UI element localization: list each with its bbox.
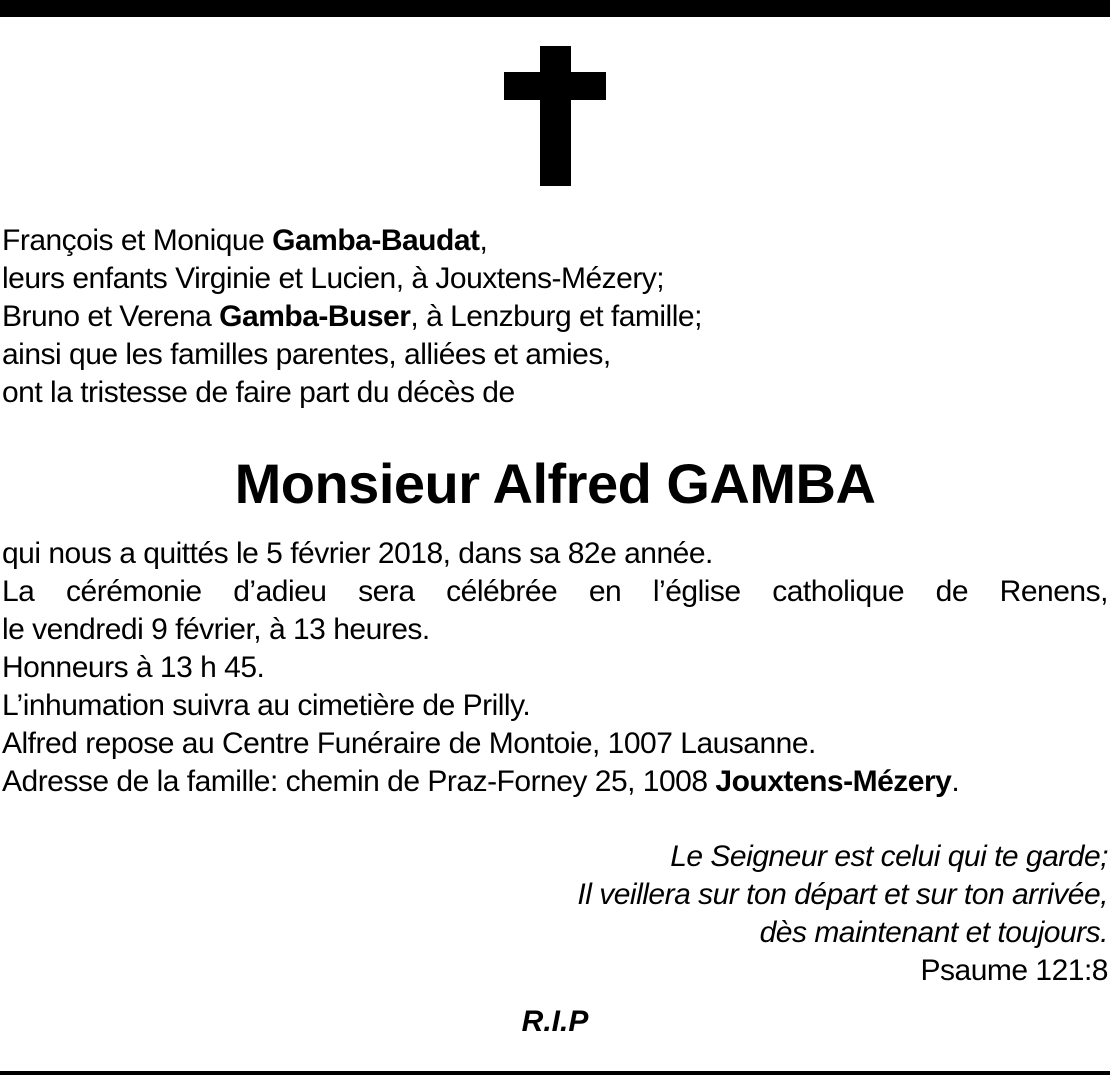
psalm-reference: Psaume 121:8 [920, 954, 1108, 987]
family-line-5: ont la tristesse de faire part du décès de [2, 376, 515, 409]
detail-line-6: Alfred repose au Centre Funéraire de Montoie, 1007 Lausanne. [2, 727, 816, 760]
deceased-name: Monsieur Alfred GAMBA [234, 452, 876, 515]
detail-line-5: L’inhumation suivra au cimetière de Prilly. [2, 689, 531, 722]
family-line-3: Bruno et Verena Gamba-Buser, à Lenzburg et famille; [2, 300, 702, 333]
funeral-details [2, 535, 1108, 801]
detail-line-4: Honneurs à 13 h 45. [2, 651, 265, 684]
detail-line-1: qui nous a quittés le 5 février 2018, dans sa 82e année. [2, 537, 713, 570]
cross-icon [504, 46, 606, 186]
detail-line-2: La cérémonie d’adieu sera célébrée en l’église catholique de Renens, [2, 575, 1108, 608]
family-line-2: leurs enfants Virginie et Lucien, à Jouxtens-Mézery; [2, 262, 665, 295]
psalm-line-2: Il veillera sur ton départ et sur ton arrivée, [577, 878, 1108, 911]
detail-line-7: Adresse de la famille: chemin de Praz-Forney 25, 1008 Jouxtens-Mézery. [2, 765, 960, 798]
family-announcement [2, 222, 1108, 412]
psalm-line-3: dès maintenant et toujours. [759, 916, 1108, 949]
detail-line-3: le vendredi 9 février, à 13 heures. [2, 613, 430, 646]
bottom-rule [0, 1071, 1110, 1075]
family-line-4: ainsi que les familles parentes, alliées et amies, [2, 338, 611, 371]
top-rule [0, 0, 1110, 17]
rip-closing: R.I.P [521, 1005, 589, 1038]
family-line-1: François et Monique Gamba-Baudat, [2, 224, 488, 257]
psalm-line-1: Le Seigneur est celui qui te garde; [670, 840, 1108, 873]
psalm-quote [408, 838, 1108, 990]
